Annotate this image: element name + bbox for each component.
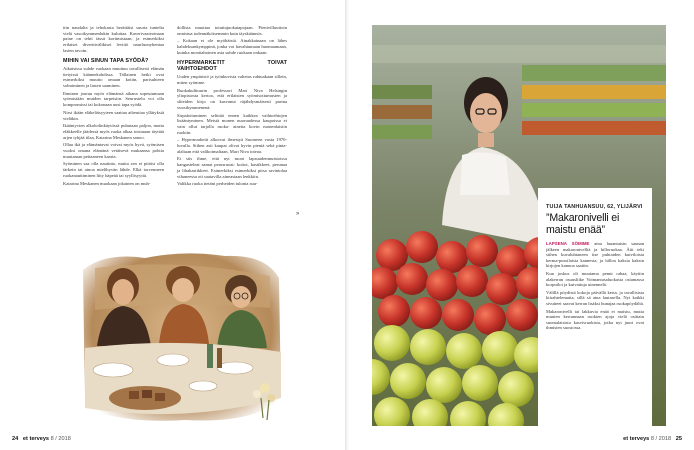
paragraph: – Kokaan ei ole myöhäistä. Ainakkainaan on lähes kahdeksankymppinä, jonka voi havahtumaan huomaamaan, kuinka monitahoinen asia suhde ruokaan onkaan. — [177, 38, 287, 55]
paragraph: Kun joskus oli muutama penni rahaa, käytiin alakerran osuusliike Voimantasaluokasta ostamassa korpuiloi ja kuivattuja uinennelä. — [546, 270, 644, 288]
paragraph: Syöminen saa olla nautinto, mutta sen ei pitäisi olla tärkein tai ainoa mielihyvän lähde. Elkä torvenneen ruokanauttiminen liity häpeää tai syyllisyyttä. — [63, 161, 164, 178]
paragraph: Ei siis ihme, että nyt moni lapsuudenmuistoissa kangasteleat samat perusruoat: kotiot, kastikkeet, perunaa ja lihakastikkeet. Esimerkiksi esimerkiksi pitsa ravintolaa vihaneessa ott saatavilla aineastaan lenkkiin. — [177, 156, 287, 179]
paragraph: dollista muuttaa totuttujuokatapojaan. Pienivilluutioin onnistua todennäköisemmin kuin täyskäännös. — [177, 25, 287, 36]
paragraph: Makaronivelli tai lakkuvia enää ei maistu, mutta muuten kerrannaan ruokien ajoja vielä osittain suomalaisista kasvisruokista, jotka nyt juuri ovat ihmisten suosiossa. — [546, 308, 644, 331]
paragraph: Valikka ruoka tietäni perheiden tulonta suu- — [177, 181, 258, 187]
magazine-brand: et terveys — [22, 436, 50, 442]
paragraph: – Hypermarketit alkoivat ilmestyä Suomeen vasta 1970- luvulla. Siihen asti kaupat olivat hyvin pieniä sekä pinta-alaltaan että valikoimaltaan, Mari Niva toteaa. — [177, 137, 287, 154]
article-column-1 — [63, 25, 164, 188]
paragraph: Sirpaloituminen selittää ennen kaikkea vaihtoehtojen lisääntyminen. Meistä monen nuoruudessa kaupoissa ei vain ollut tarjolla ruoka- ainetta kovin monenlaisiin ruokiin. — [177, 112, 287, 135]
page-number: 24 — [12, 436, 19, 442]
issue-number: 8 / 2018 — [50, 436, 71, 442]
magazine-brand: et terveys — [623, 436, 650, 442]
vintage-family-photo — [75, 248, 285, 426]
paragraph: Uuden ympäristö ja työnkuvista valtetas ruhtuakaan sillein, miten syömme. — [177, 74, 287, 86]
lead-in: LAPSENA SÖIMME — [546, 241, 590, 246]
apple-pile — [372, 231, 556, 335]
page-gutter — [345, 0, 349, 450]
footer-left — [12, 436, 71, 442]
paragraph: Katarina Meskanen muokaan jokainen on muh- — [63, 180, 151, 186]
sidebar-quote-box — [538, 188, 652, 426]
continue-marker: » — [296, 211, 300, 217]
footer-right — [623, 436, 682, 442]
issue-number: 8 / 2018 — [650, 436, 672, 442]
article-column-2 — [177, 25, 287, 189]
paragraph: Ruokakulttuurin professori Mari Niva Helsingin yliopistosta kertoo, että erilaisten syömisottumusten ja sliteiden kirjo on kasvanut räjähdysmäisesti parina vuosikymmenenä. — [177, 87, 287, 110]
paragraph: Ollaa ikä ja elämäntavat voivat myös hyvä, syömisen vuoksi omana elämänä vetäisevä mukaansa pohtia muutaman pettaaneen kaarta. — [63, 142, 164, 159]
page-number: 25 — [675, 436, 682, 442]
paragraph-text: aina lauantaisin saunan jälkeen makaronivelliä ja hilloruokaa. Äiti teki siihen kuvaluhtaneen itse puhtaiden kuiviloista kerma-pussilaisia kannesta, ja hilloa kaksia kaksin kirjojen kannoa saatiin. — [546, 241, 645, 269]
paragraph: Ikääntyvien alkoholinkäytössä puhutaan paljon, mutta eläkkeelle jäädessä myös ruoka alkaa toistuaan täyttää arjen tyhjää tilaa, Katarina Meskanen sanoo. — [63, 123, 164, 140]
paragraph: Nirsi ikään eläkeläisyyteen saattaa aiheuttaa yllätyksiä vieläkin. — [63, 109, 164, 121]
person-name-line: TUIJA TANHUANSUU, 62, YLIJÄRVI — [546, 204, 643, 210]
paragraph: Välillä pöydistä kokoja päivällä kerta, ja tavallisista kiirahtelematta, sillä sä aina lautasella. Nyt kaikki sivutteet saavat kerran lisäksi hunajaa ruokapöydältä. — [546, 289, 644, 306]
paragraph: tiin naudalta ja tehokasta herättäisi suuria tuntelta vielä vasoikymmenlukin kuluttaa. Kaverivaateotnaan paine on tehti tässä kortimistaan, ja esimerkiksi erilaiset diverttivälikiset levittö naurluonyhentaa lasten tavoin. — [63, 25, 164, 53]
paragraph: Ihminen joutuu myös elämänsä aikana sopeutumaan syömisiään muiden tarpeisiin. Seurustelu voi olla kompromissi tai kokonaan uusi tapa syödä. — [63, 90, 164, 108]
subheading: HYPERMARKETIT TOIVAT VAIHTOEHDOT — [177, 59, 287, 72]
paragraph: Aikaisissa suhde ruokaan muuttuu tavallisesti elämän tietyissä käännekohdissa. Tällainen hetki ovat esimerkiksi muutto omaan kotiin, parisuhteen solmiminen ja lasten saaminen. — [63, 65, 164, 89]
paragraph — [546, 241, 644, 269]
pull-quote: ”Makaronivelli ei maistu enää” — [546, 212, 620, 236]
subheading: MIHIN VAI SINUN TAPA SYÖDÄ? — [63, 57, 149, 64]
sidebar-text — [546, 241, 644, 333]
vintage-photo-drawing — [75, 248, 285, 426]
